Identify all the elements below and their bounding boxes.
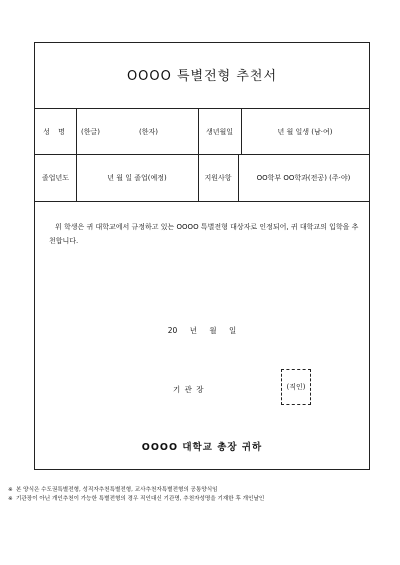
institution-head: 기 관 장 <box>173 385 205 394</box>
apply-label: 지원사항 <box>204 174 232 182</box>
footnote <box>8 495 392 504</box>
note-mark: ※ <box>8 495 13 502</box>
footnote <box>8 486 392 495</box>
graduation-field[interactable]: 년 월 일 졸업(예정) <box>107 174 167 182</box>
recommendation-form <box>34 42 370 470</box>
addressee: OOOO 대학교 총장 귀하 <box>141 442 263 453</box>
date-line[interactable]: 20 년 월 일 <box>167 326 237 335</box>
note-mark: ※ <box>8 487 13 493</box>
apply-field[interactable]: OO학부 OO학과(전공) (주·야) <box>256 174 351 182</box>
official-seal-box[interactable]: (직인) <box>281 369 311 405</box>
name-hanja-field[interactable]: (한자) <box>139 128 158 136</box>
applicant-row-graduation <box>35 154 369 202</box>
birth-label: 생년월일 <box>205 128 234 136</box>
recommendation-statement: 위 학생은 귀 대학교에서 규정하고 있는 OOOO 특별전형 대상자로 인정되어, 귀 대학교의 입학을 추천합니다. <box>49 223 359 245</box>
divider <box>76 109 77 155</box>
applicant-row-name <box>35 108 369 155</box>
footnotes <box>8 486 392 503</box>
name-label: 성 명 <box>43 128 68 136</box>
note-text: 본 양식은 수도권특별전형, 성직자추천특별전형, 교사추천자특별전형의 공통양식임 <box>16 487 218 493</box>
note-text: 기관장이 아닌 개인추천이 가능한 특별전형의 경우 직인대신 기관명, 추천자성명을 기재한 후 개인날인 <box>16 495 265 502</box>
graduation-label: 졸업년도 <box>41 174 70 182</box>
form-title: OOOO 특별전형 추천서 <box>126 69 278 84</box>
birth-field[interactable]: 년 월 일생 (남·여) <box>277 128 333 136</box>
name-korean-field[interactable]: (한글) <box>81 128 100 136</box>
